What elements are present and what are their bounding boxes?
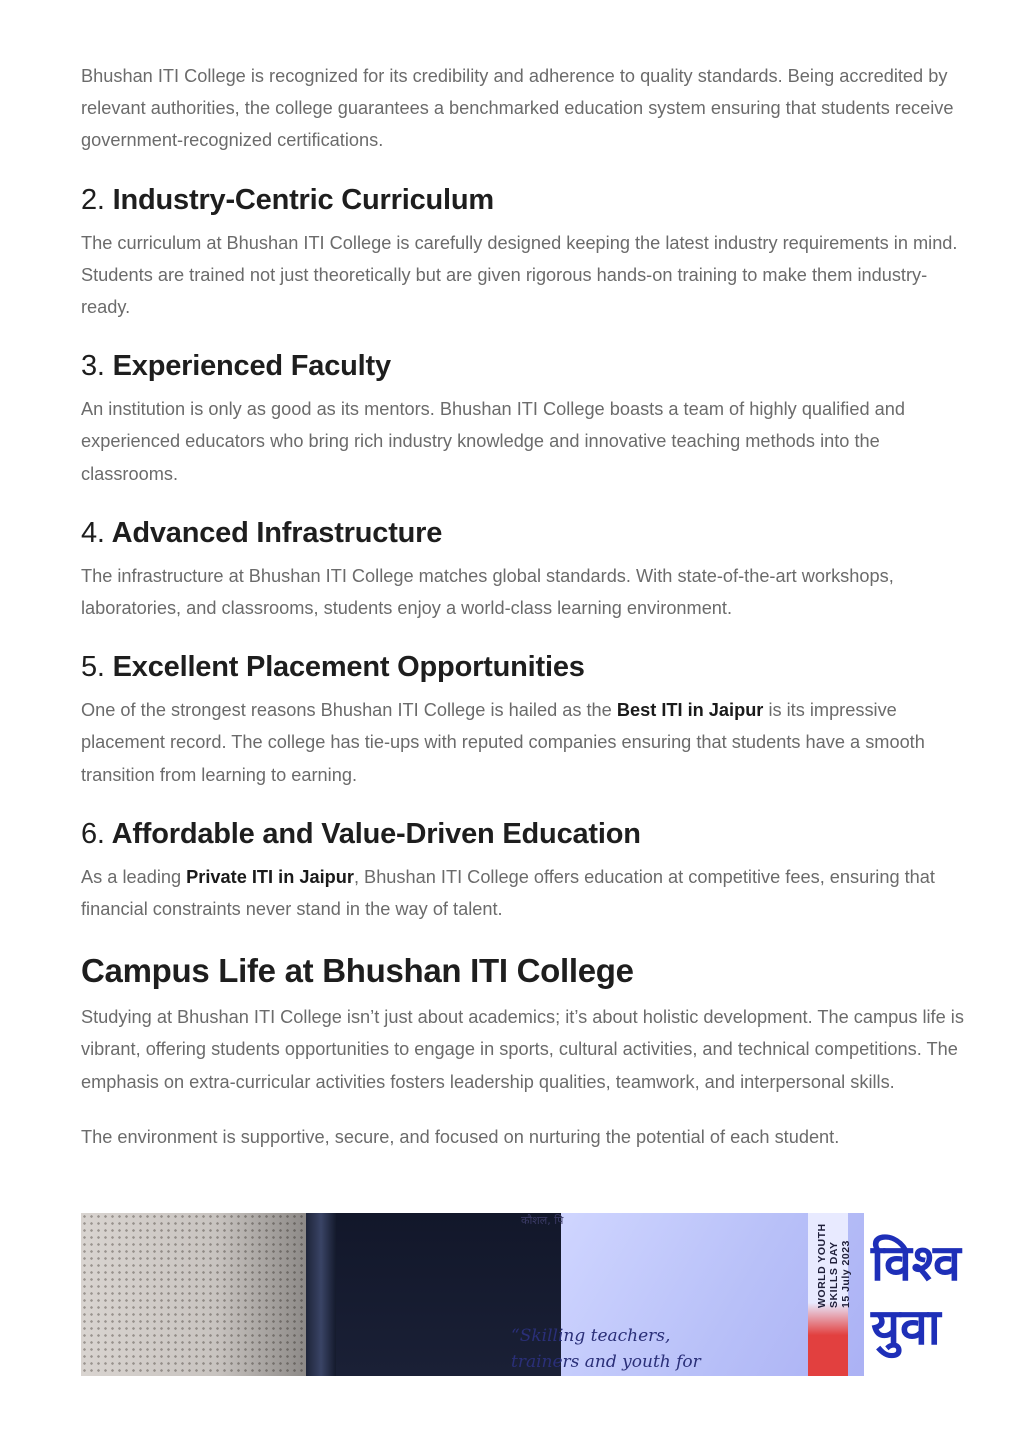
quote-line-2: trainers and youth for xyxy=(511,1352,701,1372)
text-before: As a leading xyxy=(81,866,187,887)
best-iti-link[interactable]: Best ITI in Jaipur xyxy=(616,700,764,721)
section-heading-faculty xyxy=(81,349,973,383)
section-paragraph-curriculum: The curriculum at Bhushan ITI College is carefully designed keeping the latest industry requirements in mind. Students are trained not just theoretically but are given rigorous hands-on training to make them industry-ready. xyxy=(81,232,958,318)
section-paragraph-infrastructure: The infrastructure at Bhushan ITI College matches global standards. With state-of-the-art workshops, laboratories, and classrooms, students enjoy a world-class learning environment. xyxy=(81,565,894,619)
section-title: Affordable and Value-Driven Education xyxy=(111,817,641,850)
campus-paragraph-2: The environment is supportive, secure, and focused on nurturing the potential of each student. xyxy=(81,1126,840,1147)
section-heading-curriculum xyxy=(81,183,973,217)
section-number: 2. xyxy=(81,183,105,216)
private-iti-link[interactable]: Private ITI in Jaipur xyxy=(186,866,354,887)
screen-top-text: कौशल, पि xyxy=(521,1214,564,1227)
section-heading-infrastructure xyxy=(81,516,973,550)
section-paragraph-affordable xyxy=(81,861,973,925)
text-before: One of the strongest reasons Bhushan ITI College is hailed as the xyxy=(81,700,617,721)
hindi-line-2: युवा xyxy=(871,1298,941,1356)
event-quote xyxy=(511,1323,731,1375)
section-heading-affordable xyxy=(81,817,973,851)
section-title: Experienced Faculty xyxy=(112,350,391,383)
quote-line-1: “Skilling teachers, xyxy=(511,1326,671,1346)
section-number: 3. xyxy=(81,350,105,383)
event-line-1: WORLD YOUTH xyxy=(816,1223,828,1308)
article-content xyxy=(81,60,973,1153)
section-number: 4. xyxy=(81,516,105,549)
section-paragraph-placement xyxy=(81,694,973,791)
event-date: 15 July 2023 xyxy=(840,1240,852,1308)
pillar xyxy=(306,1213,336,1376)
section-heading-placement xyxy=(81,650,973,684)
campus-paragraph-1: Studying at Bhushan ITI College isn’t just about academics; it’s about holistic development. The campus life is vibrant, offering students opportunities to engage in sports, cultural activities, and technical competitions. The emphasis on extra-curricular activities fosters leadership qualities, teamwork, and interpersonal skills. xyxy=(81,1007,964,1092)
section-paragraph-faculty: An institution is only as good as its mentors. Bhushan ITI College boasts a team of highly qualified and experienced educators who bring rich industry knowledge and innovative teaching methods into the classrooms. xyxy=(81,399,905,484)
section-title: Industry-Centric Curriculum xyxy=(112,183,494,216)
event-line-2: SKILLS DAY xyxy=(828,1241,840,1308)
text-after: is its impressive placement record. The college has tie-ups with reputed companies ensuring that students have a smooth transition from learning to earning. xyxy=(81,700,925,785)
campus-event-photo xyxy=(81,1213,972,1376)
section-number: 6. xyxy=(81,817,105,850)
campus-life-heading: Campus Life at Bhushan ITI College xyxy=(81,952,634,990)
intro-paragraph: Bhushan ITI College is recognized for its credibility and adherence to quality standards. Being accredited by relevant authorities, the college guarantees a benchmarked education system ensuring that students receive government-recognized certifications. xyxy=(81,66,954,151)
hindi-banner-text xyxy=(871,1231,961,1359)
section-title: Advanced Infrastructure xyxy=(111,516,443,549)
section-title: Excellent Placement Opportunities xyxy=(112,651,585,684)
text-after: , Bhushan ITI College offers education at competitive fees, ensuring that financial constraints never stand in the way of talent. xyxy=(81,866,935,920)
hindi-line-1: विश्व xyxy=(871,1234,961,1292)
event-label xyxy=(816,1213,856,1308)
section-number: 5. xyxy=(81,651,105,684)
